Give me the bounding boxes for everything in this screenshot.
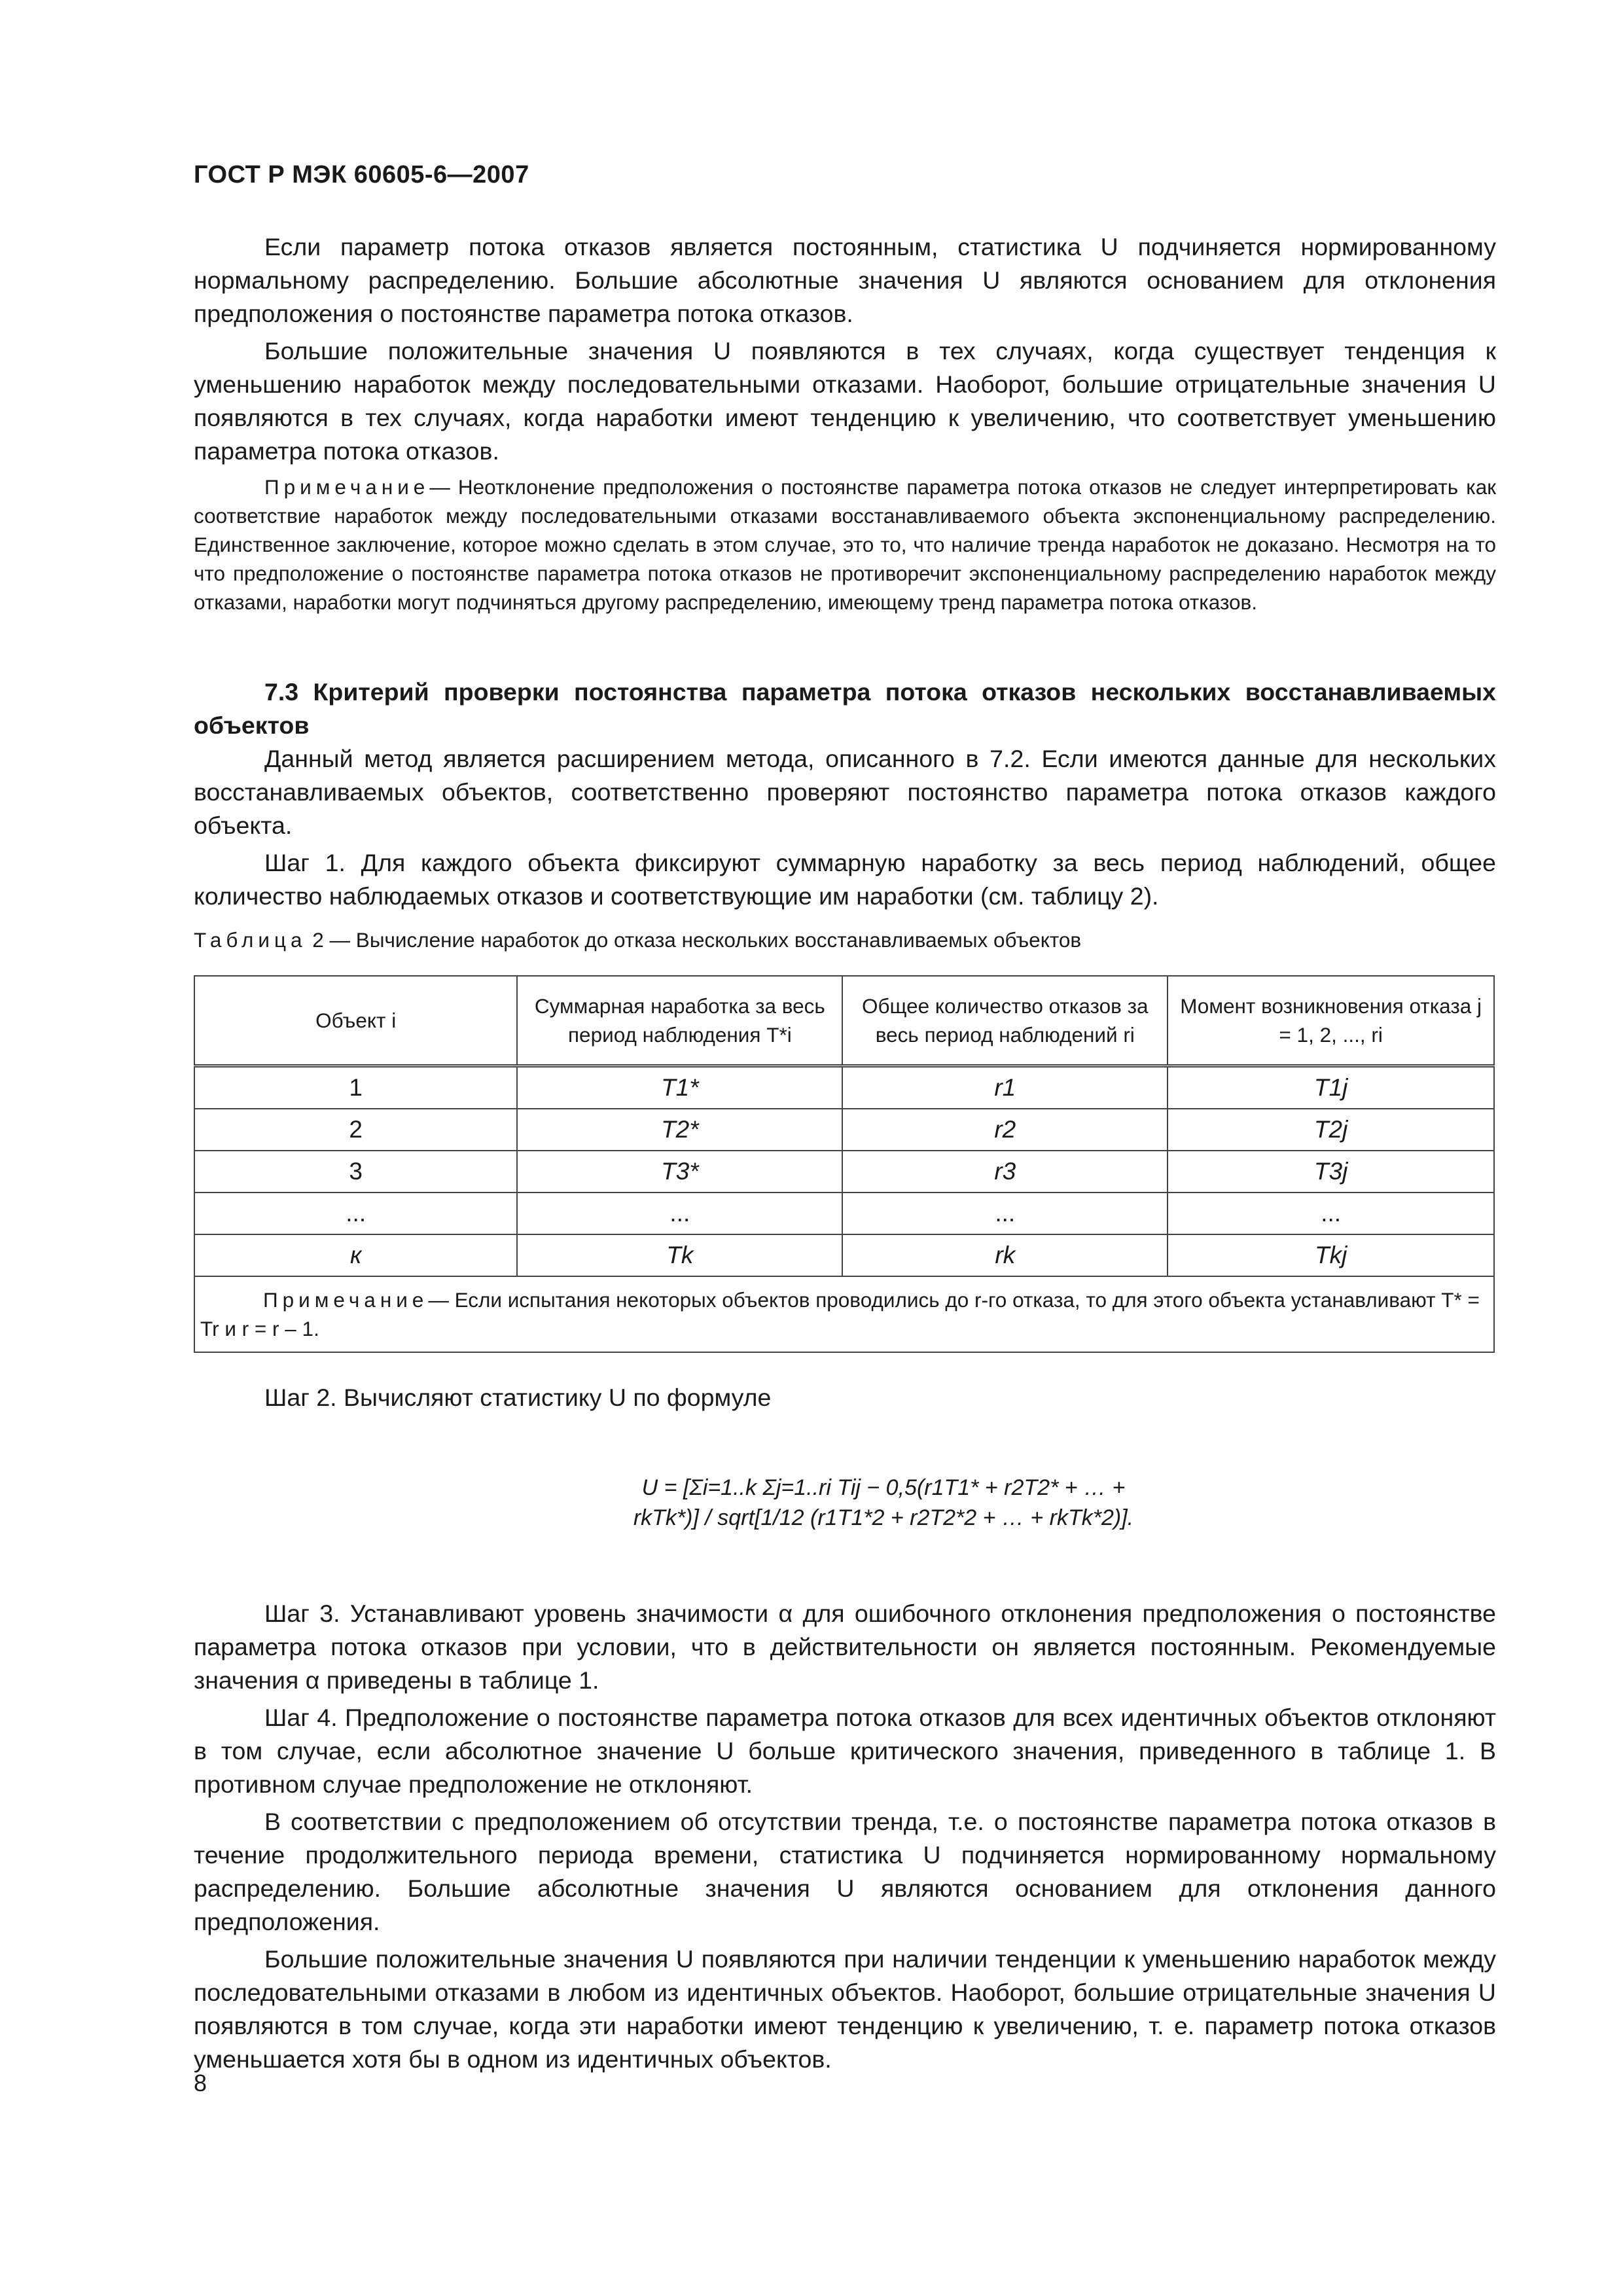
table-cell: T1* [517,1066,842,1109]
note-label: Примечание [264,475,430,499]
intro-paragraphs [194,230,1496,472]
table-note-row [194,1276,1494,1352]
table-cell: к [194,1234,517,1276]
paragraph: Большие положительные значения U появляются при наличии тенденции к уменьшению наработок между последовательными отказами в любом из идентичных объектов. Наоборот, большие отрицательные значения U появляются в том случае, когда эти наработки имеют тенденцию к увеличению, т. е. параметр потока отказов уменьшается хотя бы в одном из идентичных объектов. [194,1945,1496,2073]
paragraph: Если параметр потока отказов является постоянным, статистика U подчиняется нормированному нормальному распределению. Большие абсолютные значения U являются основанием для отклонения предположения о постоянстве параметра потока отказов. [194,233,1496,327]
note-block [194,473,1496,617]
table-cell: Tkj [1168,1234,1494,1276]
table-cell: 1 [194,1066,517,1109]
table-cell: 3 [194,1151,517,1193]
table-caption [194,928,1081,952]
table-cell: ... [194,1193,517,1234]
paragraph: Шаг 4. Предположение о постоянстве параметра потока отказов для всех идентичных объектов отклоняют в том случае, если абсолютное значение U больше критического значения, приведенного в таблице 1. В противном случае предположение не отклоняют. [194,1704,1496,1798]
col-header-failures: Общее количество отказов за весь период наблюдений ri [842,976,1168,1066]
section-heading: 7.3 Критерий проверки постоянства параметра потока отказов нескольких восстанавливаемых объектов [194,678,1496,739]
table-cell: ... [1168,1193,1494,1234]
table-row [194,1066,1494,1109]
table-cell: T3j [1168,1151,1494,1193]
table-cell: Tk [517,1234,842,1276]
col-header-failure-moment: Момент возникновения отказа j = 1, 2, ..., ri [1168,976,1494,1066]
table-cell: T3* [517,1151,842,1193]
paragraph: Данный метод является расширением метода, описанного в 7.2. Если имеются данные для нескольких восстанавливаемых объектов, соответственно проверяют постоянство параметра потока отказов каждого объекта. [194,745,1496,839]
table-cell: rk [842,1234,1168,1276]
paragraph: Шаг 3. Устанавливают уровень значимости α для ошибочного отклонения предположения о постоянстве параметра потока отказов при условии, что в действительности он является постоянным. Рекомендуемые значения α приведены в таблице 1. [194,1600,1496,1694]
step-2 [194,1381,1496,1418]
table-cell: r1 [842,1066,1168,1109]
table-2 [194,975,1495,1353]
table-cell: ... [842,1193,1168,1234]
final-paragraphs [194,1597,1496,2080]
paragraph: Большие положительные значения U появляются в тех случаях, когда существует тенденция к уменьшению наработок между последовательными отказами. Наоборот, большие отрицательные значения U появляются в тех случаях, когда наработки имеют тенденцию к увеличению, что соответствует уменьшению параметра потока отказов. [194,337,1496,465]
paragraph: Шаг 2. Вычисляют статистику U по формуле [264,1384,772,1411]
table-cell: T2* [517,1109,842,1151]
table-cell: r2 [842,1109,1168,1151]
table-row [194,1234,1494,1276]
table-row [194,1109,1494,1151]
table-note-text: — Если испытания некоторых объектов проводились до r-го отказа, то для этого объекта устанавливают T* = Tr и r = r – 1. [200,1288,1480,1340]
note-text: — Неотклонение предположения о постоянстве параметра потока отказов не следует интерпретировать как соответствие наработок между последовательными отказами восстанавливаемого объекта экспоненциальному распределению. Единственное заключение, которое можно сделать в этом случае, это то, что наличие тренда наработок не доказано. Несмотря на то что предположение о постоянстве параметра потока отказов не противоречит экспоненциальному распределению наработок между отказами, наработки могут подчиняться другому распределению, имеющему тренд параметра потока отказов. [194,475,1496,614]
page-number: 8 [194,2070,207,2096]
table-caption-text: 2 — Вычисление наработок до отказа нескольких восстанавливаемых объектов [312,928,1082,952]
col-header-total-time: Суммарная наработка за весь период наблюдения T*i [517,976,842,1066]
u-statistic-formula: U = [Σi=1..k Σj=1..ri Tij − 0,5(r1T1* + r2T2* + … + rkTk*)] / sqrt[1/12 (r1T1*2 + r2T2*2 + … + rkTk*2)]. [633,1475,1134,1530]
table-row [194,1193,1494,1234]
table-note [194,1276,1494,1352]
table-header-row [194,976,1494,1066]
document-header: ГОСТ Р МЭК 60605-6—2007 [194,161,529,188]
section-7-3 [194,675,1496,917]
table-cell: ... [517,1193,842,1234]
paragraph: Шаг 1. Для каждого объекта фиксируют суммарную наработку за весь период наблюдений, общее количество наблюдаемых отказов и соответствующие им наработки (см. таблицу 2). [194,849,1496,910]
table-note-label: Примечание [263,1288,429,1312]
table-cell: r3 [842,1151,1168,1193]
col-header-object: Объект i [194,976,517,1066]
note-paragraph [194,473,1496,617]
table-caption-label: Таблица [194,928,307,952]
paragraph: В соответствии с предположением об отсутствии тренда, т.е. о постоянстве параметра потока отказов в течение продолжительного периода времени, статистика U подчиняется нормированному нормальному распределению. Большие абсолютные значения U являются основанием для отклонения данного предположения. [194,1808,1496,1935]
table-cell: T1j [1168,1066,1494,1109]
table-cell: T2j [1168,1109,1494,1151]
table-cell: 2 [194,1109,517,1151]
table-row [194,1151,1494,1193]
